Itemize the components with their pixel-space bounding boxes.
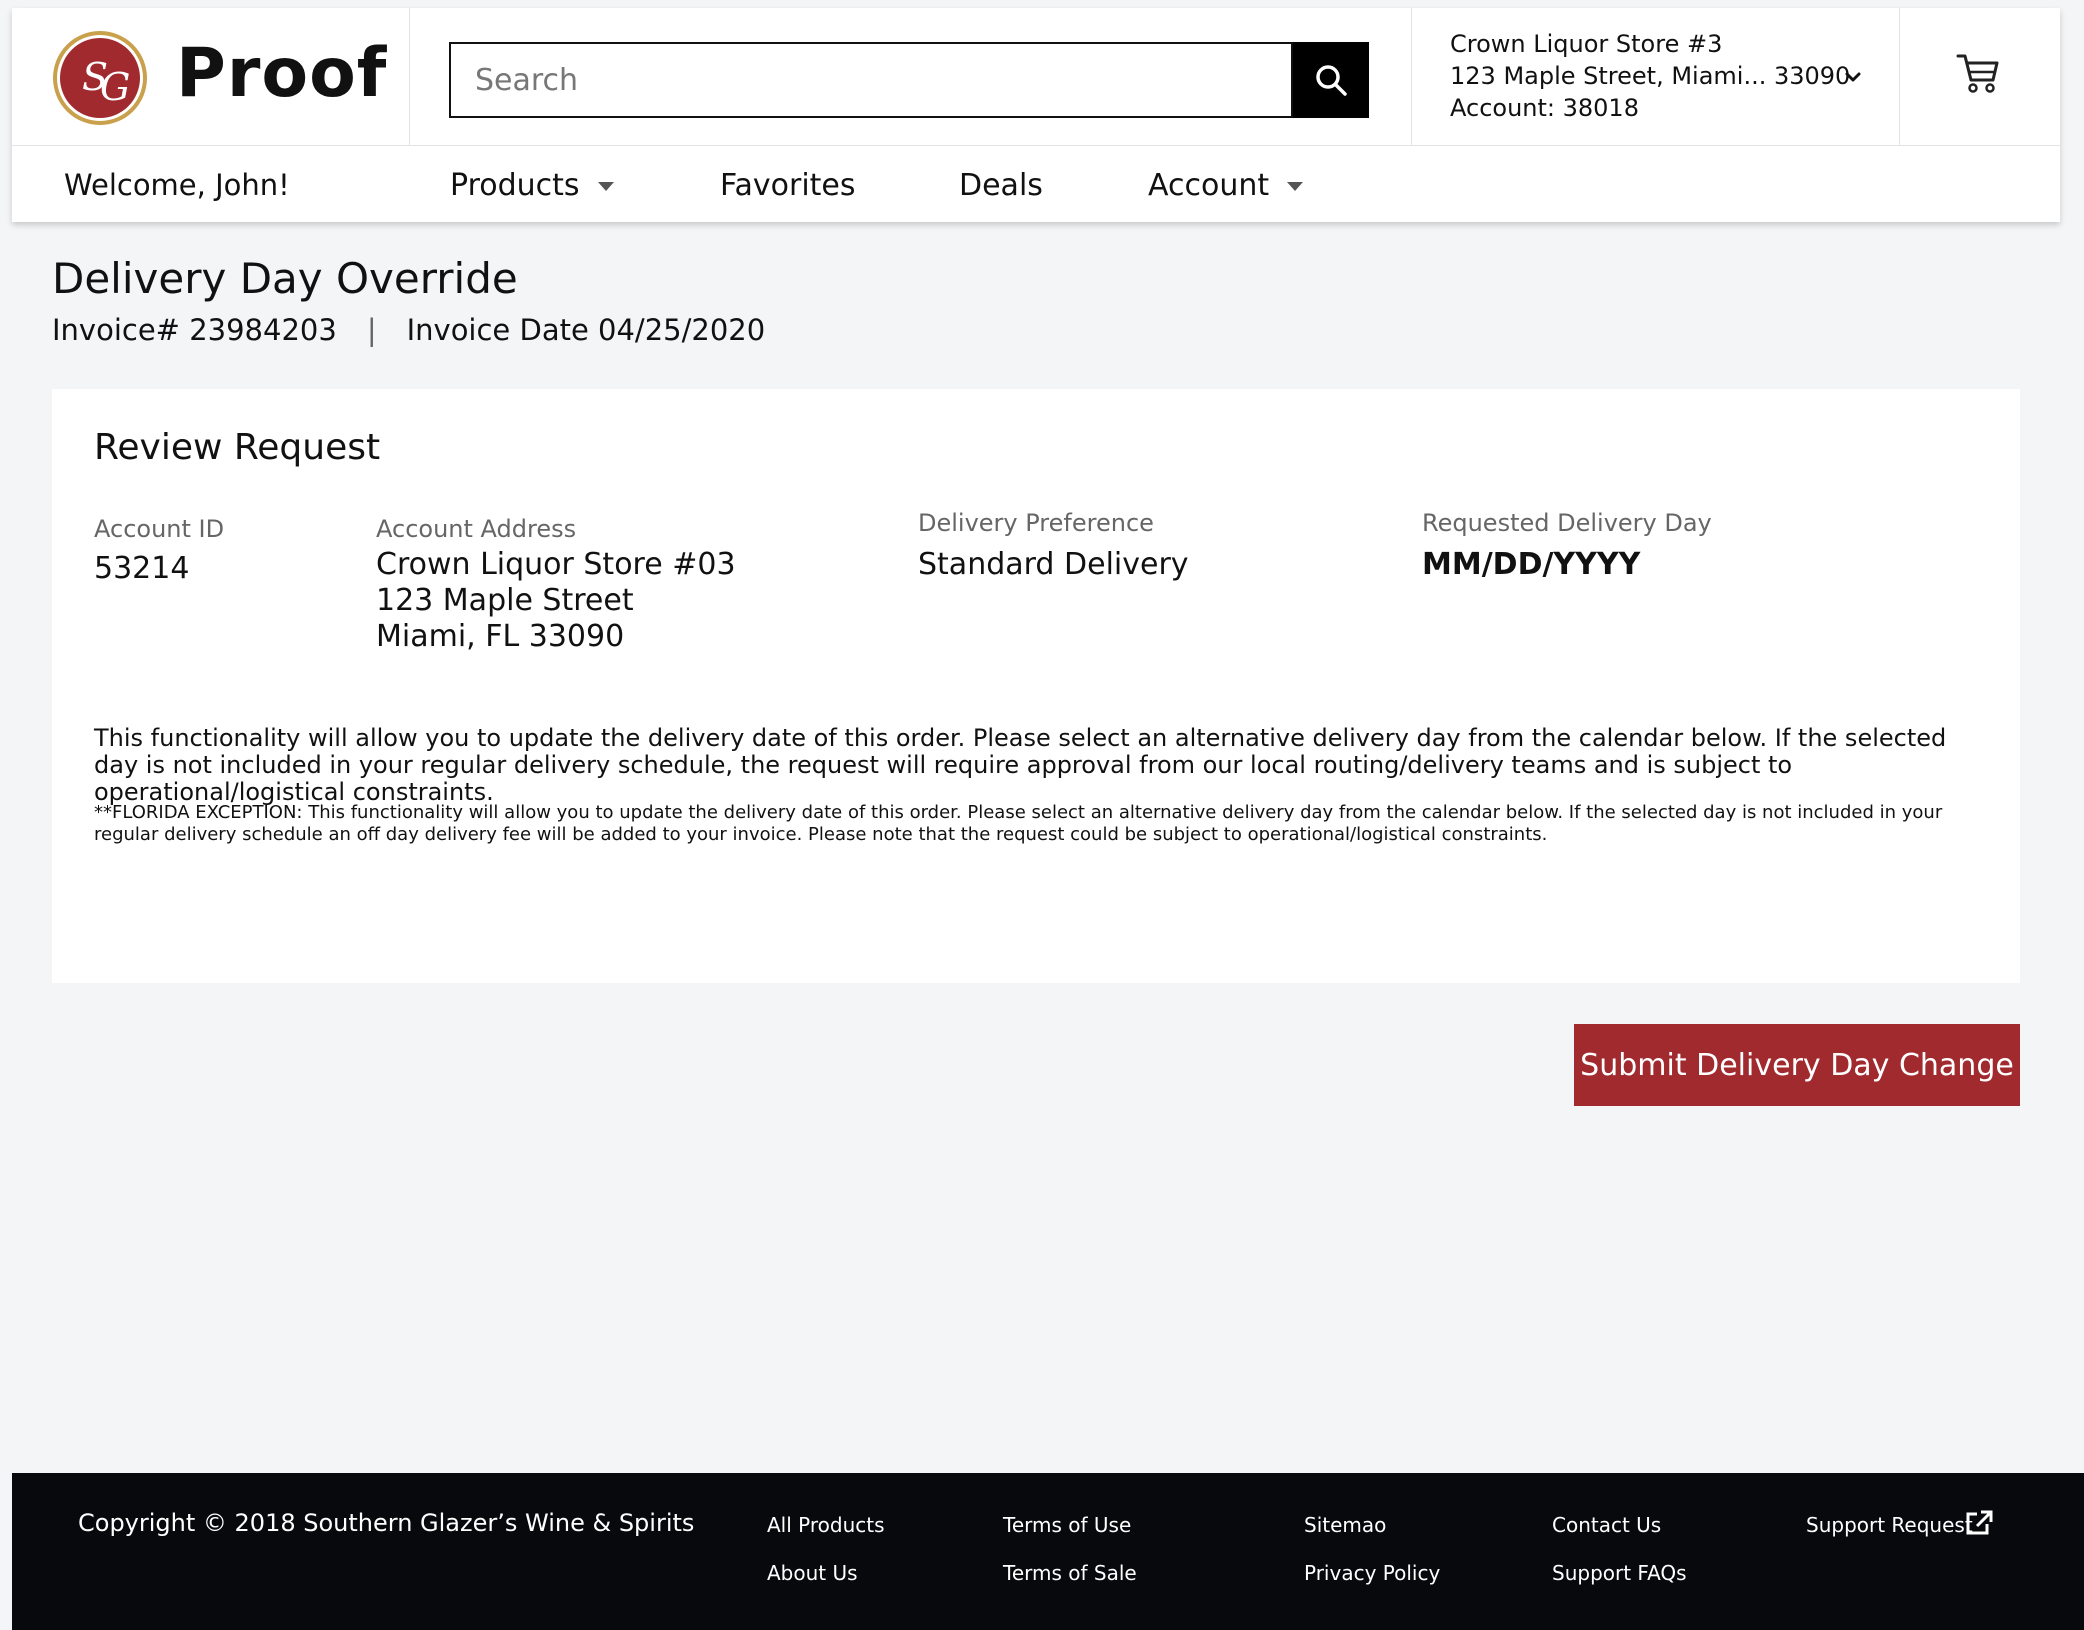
invoice-separator: | bbox=[366, 313, 377, 347]
footer-link-support-request[interactable]: Support Request bbox=[1806, 1513, 1973, 1537]
search-box bbox=[449, 42, 1293, 118]
svg-text:G: G bbox=[100, 65, 131, 109]
svg-text:S: S bbox=[82, 55, 109, 99]
account-id-value: 53214 bbox=[94, 551, 190, 586]
invoice-date: Invoice Date 04/25/2020 bbox=[406, 313, 766, 347]
nav-deals-label: Deals bbox=[959, 168, 1043, 203]
invoice-number: Invoice# 23984203 bbox=[52, 313, 337, 347]
account-address-line-3: Miami, FL 33090 bbox=[376, 619, 625, 654]
cart-area bbox=[1900, 8, 2060, 146]
search-button[interactable] bbox=[1293, 42, 1369, 118]
cart-icon[interactable] bbox=[1956, 52, 2000, 94]
search-area bbox=[410, 8, 1412, 146]
chevron-down-icon[interactable] bbox=[1842, 66, 1864, 88]
submit-delivery-day-change-button[interactable]: Submit Delivery Day Change bbox=[1574, 1024, 2020, 1106]
account-address-line-2: 123 Maple Street bbox=[376, 583, 634, 618]
account-address-label: Account Address bbox=[376, 515, 577, 543]
requested-day-label: Requested Delivery Day bbox=[1422, 509, 1712, 537]
search-icon bbox=[1313, 62, 1349, 98]
footer-link-contact-us[interactable]: Contact Us bbox=[1552, 1513, 1662, 1537]
site-header bbox=[12, 8, 2060, 222]
footer-link-support-faqs[interactable]: Support FAQs bbox=[1552, 1561, 1687, 1585]
nav-deals[interactable] bbox=[959, 168, 1043, 203]
footer-link-about-us[interactable]: About Us bbox=[767, 1561, 858, 1585]
brand-seal-icon bbox=[52, 30, 148, 126]
footer-link-privacy-policy[interactable]: Privacy Policy bbox=[1304, 1561, 1441, 1585]
account-address-line-1: Crown Liquor Store #03 bbox=[376, 547, 736, 582]
footer-link-terms-of-sale[interactable]: Terms of Sale bbox=[1003, 1561, 1137, 1585]
store-address: 123 Maple Street, Miami... 33090 bbox=[1450, 62, 1851, 90]
delivery-preference-value: Standard Delivery bbox=[918, 547, 1189, 582]
nav-favorites[interactable] bbox=[720, 168, 856, 203]
nav-products-label: Products bbox=[450, 168, 580, 203]
delivery-preference-label: Delivery Preference bbox=[918, 509, 1154, 537]
site-footer bbox=[12, 1473, 2084, 1630]
store-account: Account: 38018 bbox=[1450, 94, 1639, 122]
main-nav bbox=[12, 146, 2060, 222]
search-input[interactable] bbox=[451, 44, 1291, 116]
nav-account-label: Account bbox=[1148, 168, 1270, 203]
invoice-info bbox=[52, 313, 765, 347]
nav-products[interactable] bbox=[450, 168, 614, 203]
footer-link-terms-of-use[interactable]: Terms of Use bbox=[1003, 1513, 1132, 1537]
brand-name: Proof bbox=[176, 34, 388, 113]
account-id-label: Account ID bbox=[94, 515, 225, 543]
nav-favorites-label: Favorites bbox=[720, 168, 856, 203]
caret-down-icon bbox=[598, 182, 614, 191]
requested-day-value: MM/DD/YYYY bbox=[1422, 547, 1641, 582]
footer-link-sitemap[interactable]: Sitemao bbox=[1304, 1513, 1387, 1537]
copyright: Copyright © 2018 Southern Glazer’s Wine & Spirits bbox=[78, 1509, 695, 1537]
store-name: Crown Liquor Store #3 bbox=[1450, 30, 1723, 58]
review-title: Review Request bbox=[94, 427, 381, 468]
florida-exception-note: **FLORIDA EXCEPTION: This functionality will allow you to update the delivery date of this order. Please select an alternative delivery day from the calendar below. If the selected day is not included in your regular delivery schedule an off day delivery fee will be added to your invoice. Please note that the request could be subject to operational/logistical constraints. bbox=[94, 802, 1943, 845]
external-link-icon[interactable] bbox=[1965, 1510, 1993, 1536]
caret-down-icon bbox=[1287, 182, 1303, 191]
header-top-row bbox=[12, 8, 2060, 146]
welcome-message: Welcome, John! bbox=[64, 168, 290, 202]
nav-account[interactable] bbox=[1148, 168, 1303, 203]
page-title: Delivery Day Override bbox=[52, 254, 518, 303]
store-selector[interactable] bbox=[1412, 8, 1900, 146]
logo[interactable] bbox=[12, 8, 410, 146]
footer-link-all-products[interactable]: All Products bbox=[767, 1513, 885, 1537]
review-request-card bbox=[52, 389, 2020, 983]
override-note: This functionality will allow you to update the delivery date of this order. Please select an alternative delivery day from the calendar below. If the selected day is not included in your regular delivery schedule, the request will require approval from our local routing/delivery teams and is subject to operational/logistical constraints. bbox=[94, 724, 1947, 806]
